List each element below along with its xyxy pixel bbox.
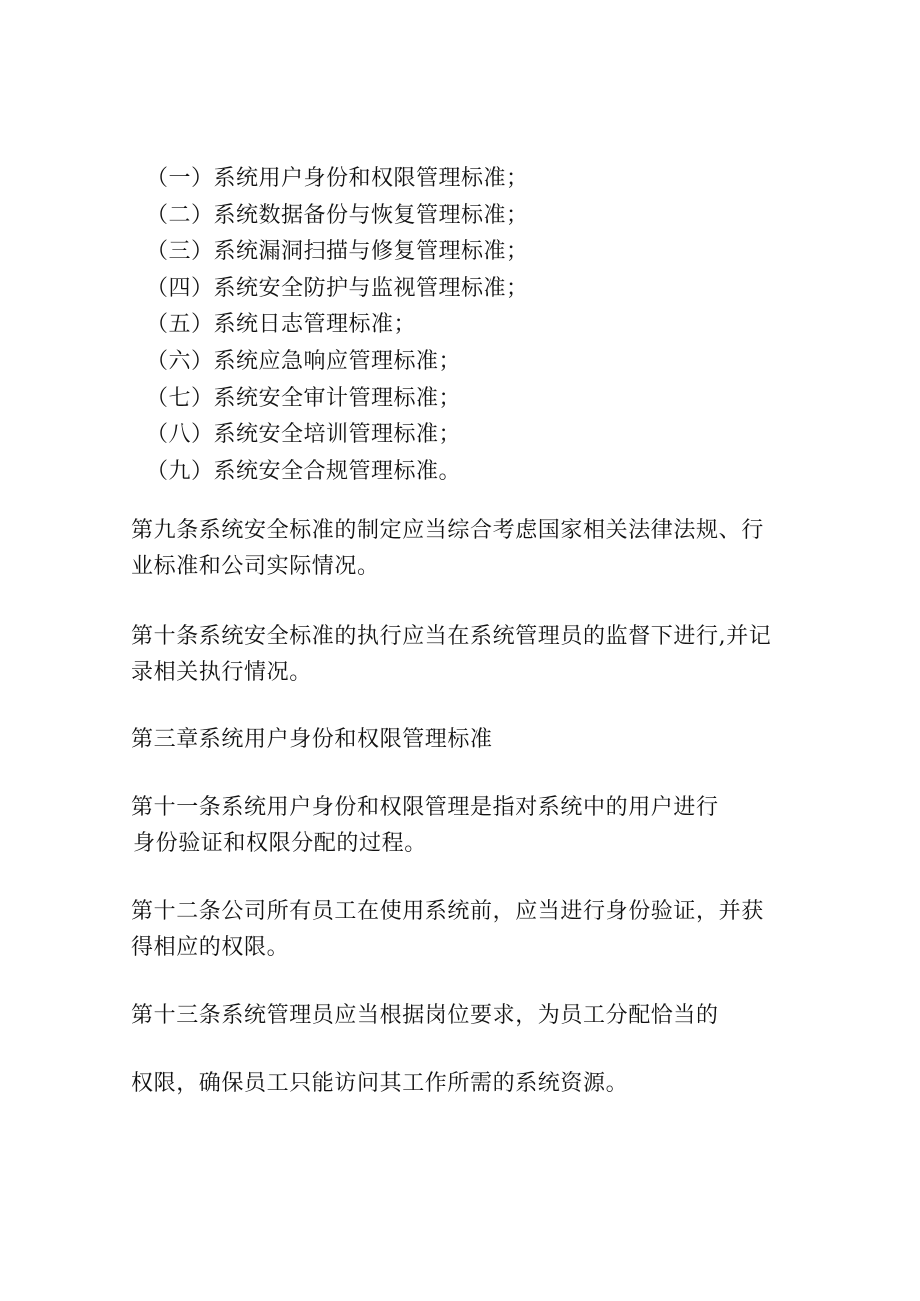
list-item: （二）系统数据备份与恢复管理标准； xyxy=(146,202,529,228)
list-item: （七）系统安全审计管理标准； xyxy=(146,385,462,411)
article-10-paragraph xyxy=(131,619,811,691)
article-10-line-1: 第十条系统安全标准的执行应当在系统管理员的监督下进行,并记 xyxy=(131,624,772,649)
list-item: （五）系统日志管理标准； xyxy=(146,312,417,338)
article-11-line-2: 身份验证和权限分配的过程。 xyxy=(133,831,427,856)
chapter-3-title: 第三章系统用户身份和权限管理标准 xyxy=(131,727,493,752)
list-item: （八）系统安全培训管理标准； xyxy=(146,422,462,448)
chapter-3-heading xyxy=(131,722,811,758)
article-13-paragraph-end xyxy=(131,1066,811,1102)
article-13-line-2: 权限，确保员工只能访问其工作所需的系统资源。 xyxy=(131,1071,629,1096)
article-12-line-2: 得相应的权限。 xyxy=(131,935,290,960)
article-12-paragraph xyxy=(131,894,811,966)
list-item: （九）系统安全合规管理标准。 xyxy=(146,458,462,484)
article-9-line-2: 业标准和公司实际情况。 xyxy=(131,554,380,579)
standards-list xyxy=(146,161,846,490)
article-13-paragraph-start xyxy=(131,998,811,1034)
article-13-line-1: 第十三条系统管理员应当根据岗位要求，为员工分配恰当的 xyxy=(131,1003,719,1028)
article-11-line-1: 第十一条系统用户身份和权限管理是指对系统中的用户进行 xyxy=(131,795,719,820)
list-item: （一）系统用户身份和权限管理标准； xyxy=(146,166,529,191)
article-9-line-1: 第九条系统安全标准的制定应当综合考虑国家相关法律法规、行 xyxy=(131,518,764,543)
list-item: （六）系统应急响应管理标准； xyxy=(146,348,462,374)
article-12-line-1: 第十二条公司所有员工在使用系统前，应当进行身份验证，并获 xyxy=(131,899,764,924)
article-10-line-2: 录相关执行情况。 xyxy=(131,660,312,685)
article-9-paragraph xyxy=(131,513,811,585)
article-11-paragraph xyxy=(131,790,811,862)
list-item: （三）系统漏洞扫描与修复管理标准； xyxy=(146,239,529,265)
list-item: （四）系统安全防护与监视管理标准； xyxy=(146,275,529,301)
